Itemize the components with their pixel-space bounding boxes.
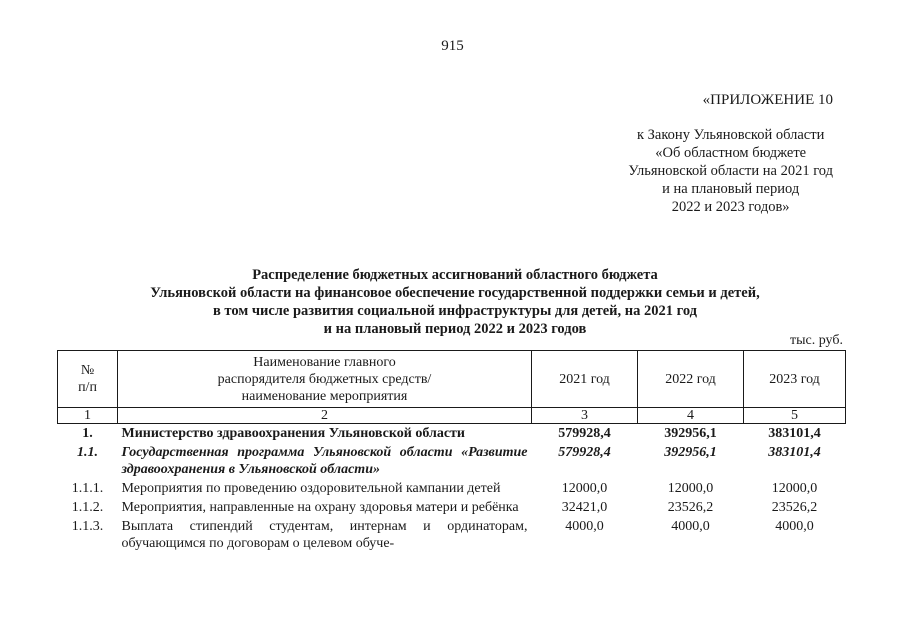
header-name-line: распорядителя бюджетных средств/ <box>217 371 432 387</box>
header-name-line: наименование мероприятия <box>241 388 408 404</box>
row-value-2022: 4000,0 <box>671 519 710 534</box>
law-reference-line: 2022 и 2023 годов» <box>671 199 790 215</box>
row-number: 1.1.3. <box>71 519 104 534</box>
row-number: 1.1.1. <box>71 481 104 496</box>
column-number: 3 <box>532 408 638 424</box>
row-value-2021: 32421,0 <box>561 500 608 515</box>
header-2021: 2021 год <box>532 351 638 408</box>
document-title <box>60 266 850 338</box>
budget-table <box>57 350 846 553</box>
row-value-2021: 4000,0 <box>565 519 604 534</box>
row-value-2022: 12000,0 <box>667 481 714 496</box>
law-reference-line: Ульяновской области на 2021 год <box>628 163 833 179</box>
law-reference-line: и на плановый период <box>662 181 800 197</box>
column-number-row <box>58 408 846 424</box>
header-2022: 2022 год <box>638 351 744 408</box>
law-reference <box>628 126 833 216</box>
column-number: 1 <box>58 408 118 424</box>
row-value-2023: 12000,0 <box>771 481 818 496</box>
title-line: в том числе развития социальной инфраструктуры для детей, на 2021 год <box>212 303 698 319</box>
row-value-2022: 392956,1 <box>664 426 717 441</box>
row-name: Мероприятия, направленные на охрану здоровья матери и ребёнка <box>121 500 519 515</box>
row-number: 1. <box>82 426 93 441</box>
row-name: Государственная программа Ульяновской области «Развитие здравоохранения в Ульяновской области» <box>121 445 528 477</box>
row-number: 1.1.2. <box>71 500 104 515</box>
title-line: и на плановый период 2022 и 2023 годов <box>323 321 587 337</box>
row-name: Мероприятия по проведению оздоровительной кампании детей <box>121 481 501 496</box>
units-label: тыс. руб. <box>790 333 843 348</box>
law-reference-line: «Об областном бюджете <box>655 145 807 161</box>
row-value-2023: 383101,4 <box>768 426 821 441</box>
row-name: Министерство здравоохранения Ульяновской области <box>121 426 465 441</box>
row-value-2021: 579928,4 <box>558 426 611 441</box>
row-value-2022: 392956,1 <box>664 445 717 460</box>
page-number: 915 <box>441 38 464 54</box>
column-number: 5 <box>744 408 846 424</box>
header-2023: 2023 год <box>744 351 846 408</box>
table-row <box>58 443 846 479</box>
title-line: Ульяновской области на финансовое обеспечение государственной поддержки семьи и детей, <box>150 285 760 301</box>
row-value-2021: 12000,0 <box>561 481 608 496</box>
title-line: Распределение бюджетных ассигнований областного бюджета <box>252 267 658 283</box>
row-value-2023: 383101,4 <box>768 445 821 460</box>
header-number-line: № <box>80 363 95 378</box>
table-header-row <box>58 351 846 408</box>
header-name-line: Наименование главного <box>253 354 396 370</box>
row-name: Выплата стипендий студентам, интернам и ординаторам, обучающимся по договорам о целевом обуче- <box>121 519 528 551</box>
row-value-2021: 579928,4 <box>558 445 611 460</box>
law-reference-line: к Закону Ульяновской области <box>637 127 825 143</box>
column-number: 4 <box>638 408 744 424</box>
row-value-2023: 23526,2 <box>771 500 818 515</box>
table-row <box>58 498 846 517</box>
row-value-2023: 4000,0 <box>775 519 814 534</box>
row-value-2022: 23526,2 <box>667 500 714 515</box>
column-number: 2 <box>118 408 532 424</box>
table-row <box>58 517 846 553</box>
header-number-line: п/п <box>78 380 97 395</box>
appendix-label: «ПРИЛОЖЕНИЕ 10 <box>702 92 833 108</box>
table-row <box>58 479 846 498</box>
table-row <box>58 424 846 444</box>
row-number: 1.1. <box>77 445 98 460</box>
header-name <box>118 351 532 408</box>
header-number <box>58 351 118 408</box>
